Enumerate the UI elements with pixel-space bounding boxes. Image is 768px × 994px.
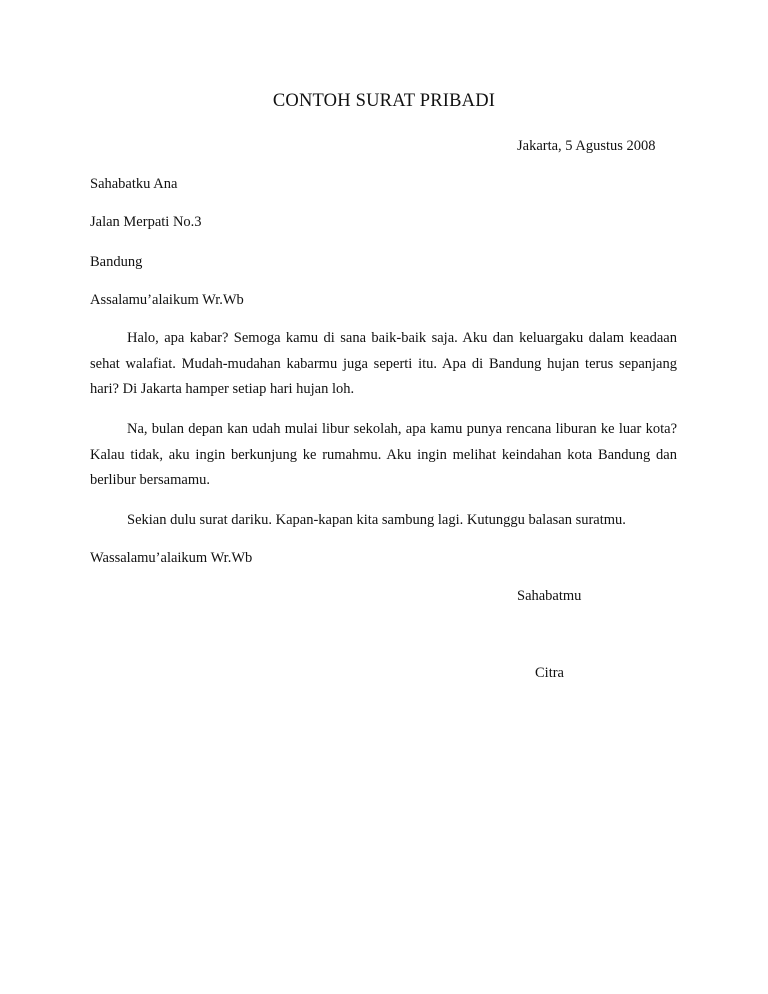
greeting: Assalamu’alaikum Wr.Wb xyxy=(90,292,244,308)
recipient-city: Bandung xyxy=(90,254,143,270)
signoff: Sahabatmu xyxy=(517,588,582,604)
body-paragraph-2: Na, bulan depan kan udah mulai libur sekolah, apa kamu punya rencana liburan ke luar kota? Kalau tidak, aku ingin berkunjung ke rumahmu. Aku ingin melihat keindahan kota Bandung dan berlibur bersamamu. xyxy=(90,421,677,488)
letter-date: Jakarta, 5 Agustus 2008 xyxy=(517,138,656,154)
sender-name: Citra xyxy=(535,665,564,681)
recipient-street: Jalan Merpati No.3 xyxy=(90,214,202,230)
body-paragraph-1: Halo, apa kabar? Semoga kamu di sana baik-baik saja. Aku dan keluargaku dalam keadaan sehat walafiat. Mudah-mudahan kabarmu juga seperti itu. Apa di Bandung hujan terus sepanjang hari? Di Jakarta hamper setiap hari hujan loh. xyxy=(90,330,677,397)
valediction: Wassalamu’alaikum Wr.Wb xyxy=(90,550,253,566)
body-paragraph-3: Sekian dulu surat dariku. Kapan-kapan kita sambung lagi. Kutunggu balasan suratmu. xyxy=(127,512,626,528)
recipient-name: Sahabatku Ana xyxy=(90,176,178,192)
letter-title: CONTOH SURAT PRIBADI xyxy=(272,91,496,111)
